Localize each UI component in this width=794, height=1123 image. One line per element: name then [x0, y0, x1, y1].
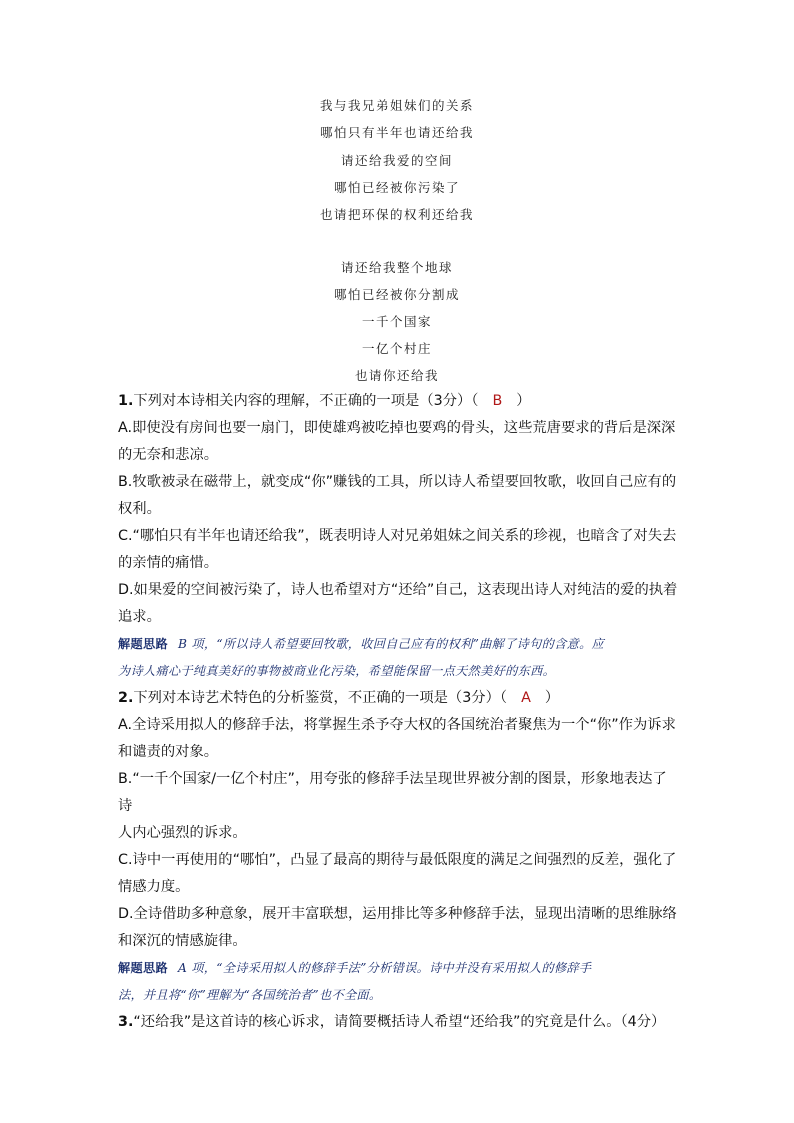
option-b: B.“一千个国家/一亿个村庄”，用夸张的修辞手法呈现世界被分割的图景，形象地表达了诗: [118, 771, 667, 814]
answer-mark: A: [521, 690, 531, 706]
option-b: B.牧歌被录在磁带上，就变成“你”赚钱的工具，所以诗人希望要回牧歌，收回自己应有的: [118, 474, 677, 490]
poem-line: 哪怕只有半年也请还给我: [319, 125, 474, 140]
question-2-stem: 2.下列对本诗艺术特色的分析鉴赏，不正确的一项是（3分）（ A ）: [118, 685, 678, 712]
poem-line: 请还给我整个地球: [340, 260, 453, 275]
option-d: D.全诗借助多种意象，展开丰富联想，运用排比等多种修辞手法，显现出清晰的思维脉络: [118, 906, 677, 922]
option-d-cont: 和深沉的情感旋律。: [118, 933, 247, 949]
option-a-cont: 和谴责的对象。: [118, 744, 219, 760]
option-a-cont: 的无奈和悲凉。: [118, 447, 219, 463]
answer-mark: B: [492, 393, 503, 409]
analysis-2: 解题思路 A 项，“全诗采用拟人的修辞手法”分析错误。诗中并没有采用拟人的修辞手: [118, 961, 592, 975]
poem-line: 一千个国家: [361, 314, 432, 329]
option-b-cont: 权利。: [118, 501, 161, 517]
option-a: A.全诗采用拟人的修辞手法，将掌握生杀予夺大权的各国统治者聚焦为一个“你”作为诉求: [118, 717, 676, 733]
poem-line: 请还给我爱的空间: [340, 153, 453, 168]
option-d: D.如果爱的空间被污染了，诗人也希望对方“还给”自己，这表现出诗人对纯洁的爱的执着: [118, 582, 678, 598]
analysis-1-cont: 为诗人痛心于纯真美好的事物被商业化污染，希望能保留一点天然美好的东西。: [118, 664, 556, 678]
poem-line: 我与我兄弟姐妹们的关系: [319, 98, 474, 113]
analysis-2-cont: 法，并且将“你”理解为“各国统治者”也不全面。: [118, 988, 382, 1002]
question-3-stem: 3.“还给我”是这首诗的核心诉求，请简要概括诗人希望“还给我”的究竟是什么。（4分）: [118, 1014, 666, 1030]
option-b-cont: 人内心强烈的诉求。: [118, 825, 247, 841]
poem-line: 一亿个村庄: [361, 341, 432, 356]
analysis-1: 解题思路 B 项，“所以诗人希望要回牧歌，收回自己应有的权利”曲解了诗句的含意。应: [118, 637, 605, 651]
question-1-stem: 1.下列对本诗相关内容的理解，不正确的一项是（3分）（ B ）: [118, 388, 678, 415]
option-a: A.即使没有房间也要一扇门，即使雄鸡被吃掉也要鸡的骨头，这些荒唐要求的背后是深深: [118, 420, 676, 436]
option-c-cont: 情感力度。: [118, 879, 190, 895]
questions: [118, 388, 678, 1036]
option-c-cont: 的亲情的痛惜。: [118, 555, 219, 571]
poem-line: 哪怕已经被你污染了: [333, 180, 460, 195]
poem-line: 也请把环保的权利还给我: [319, 207, 474, 222]
option-c: C.诗中一再使用的“哪怕”，凸显了最高的期待与最低限度的满足之间强烈的反差，强化了: [118, 852, 677, 868]
poem-line: 哪怕已经被你分割成: [333, 287, 460, 302]
option-d-cont: 追求。: [118, 609, 161, 625]
poem-line: 也请你还给我: [354, 368, 439, 383]
option-c: C.“哪怕只有半年也请还给我”，既表明诗人对兄弟姐妹之间关系的珍视，也暗含了对失去: [118, 528, 677, 544]
